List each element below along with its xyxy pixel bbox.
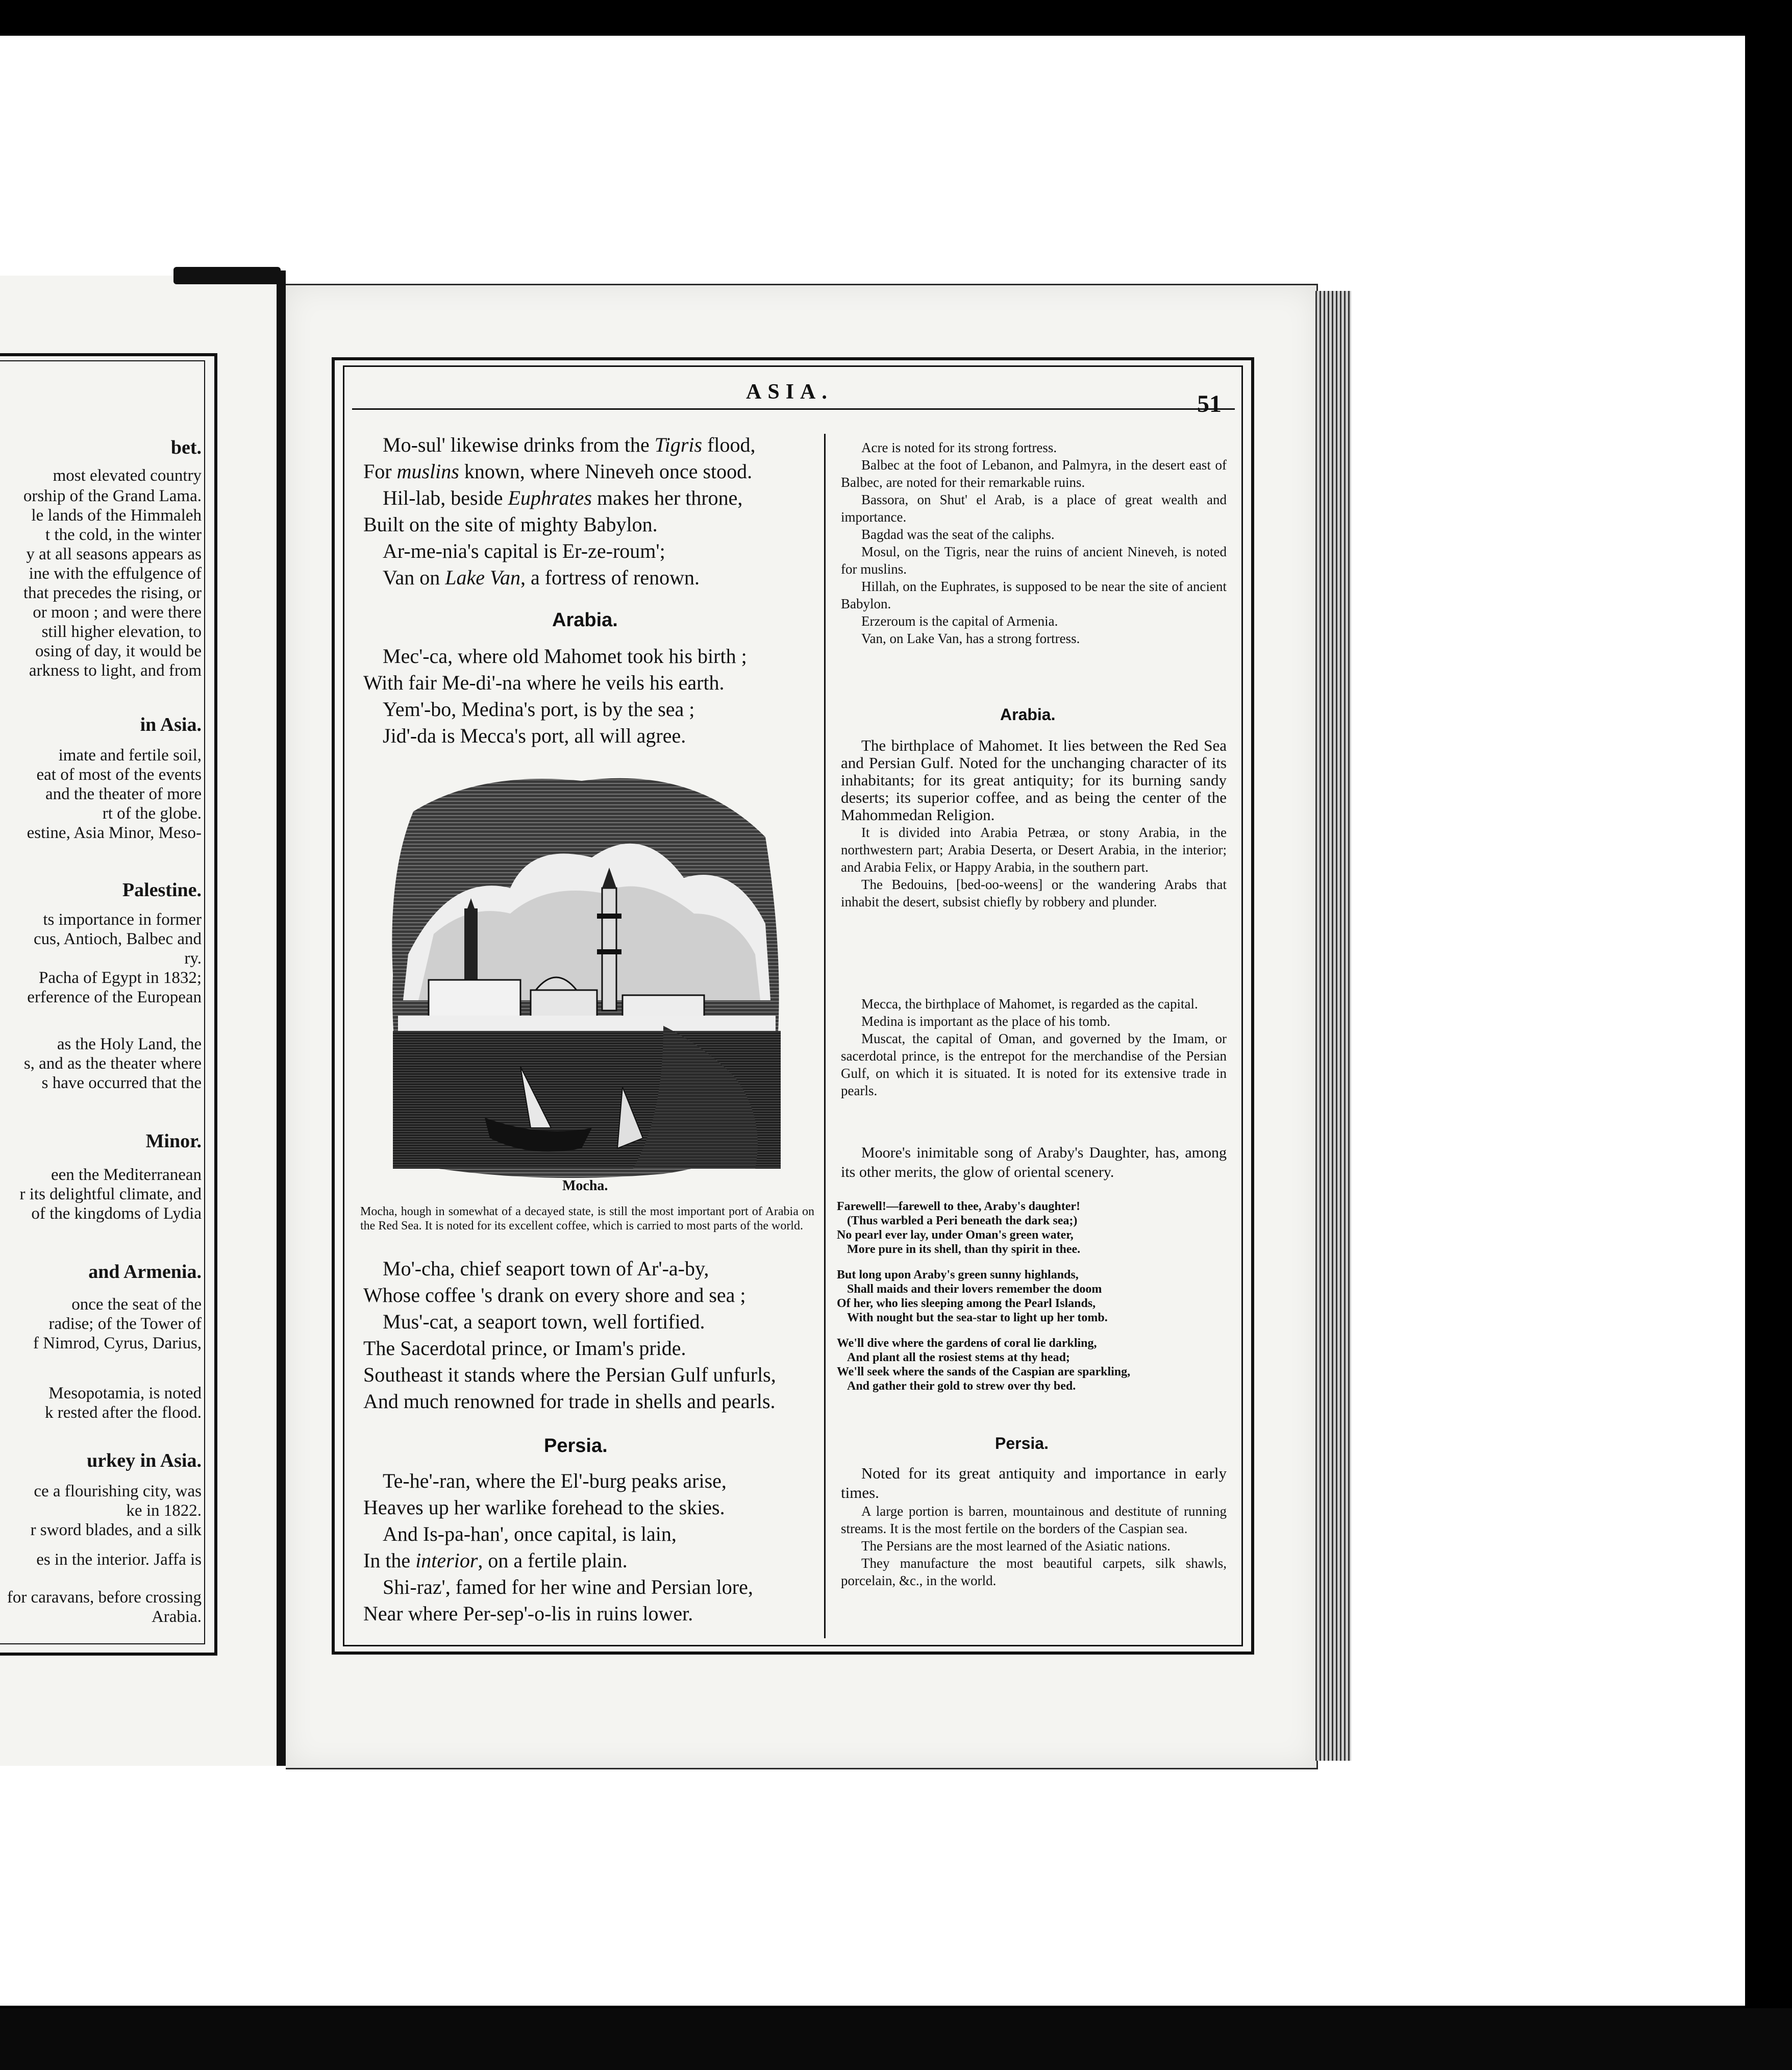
poem-line: With nought but the sea-star to light up her tomb. — [847, 1311, 1108, 1324]
verse-line: Jid'-da is Mecca's port, all will agree. — [383, 724, 686, 747]
notes-persia — [841, 1464, 1227, 1589]
note-paragraph: It is divided into Arabia Petræa, or stony Arabia, in the northwestern part; Arabia Deserta, or Desert Arabia, in the interior; and Arabia Felix, or Happy Arabia, in the southern part. — [841, 825, 1227, 875]
left-page-line-fragment: erference of the European — [27, 988, 202, 1006]
poem-line: We'll seek where the sands of the Caspian are sparkling, — [837, 1365, 1131, 1378]
left-page-line-fragment: r sword blades, and a silk — [30, 1521, 202, 1539]
left-page-heading-fragment: bet. — [170, 437, 202, 458]
poem-line: Of her, who lies sleeping among the Pearl Islands, — [837, 1297, 1096, 1310]
note-paragraph: Acre is noted for its strong fortress. — [861, 440, 1057, 455]
verse-line: Van on Lake Van, a fortress of renown. — [383, 566, 700, 589]
verse-line: The Sacerdotal prince, or Imam's pride. — [363, 1337, 686, 1360]
left-page-line-fragment: t the cold, in the winter — [45, 526, 202, 544]
illustration-title: Mocha. — [562, 1178, 608, 1194]
verse-line: For muslins known, where Nineveh once stood. — [363, 460, 753, 483]
note-paragraph: Mecca, the birthplace of Mahomet, is regarded as the capital. — [861, 996, 1198, 1012]
verse-line: Heaves up her warlike forehead to the skies. — [363, 1496, 725, 1519]
verse-line: And much renowned for trade in shells and pearls. — [363, 1390, 776, 1413]
left-page-line-fragment: le lands of the Himmaleh — [31, 506, 202, 525]
notes-arabia — [841, 737, 1227, 910]
note-paragraph: Moore's inimitable song of Araby's Daughter, has, among its other merits, the glow of oriental scenery. — [841, 1144, 1227, 1180]
left-page-line-fragment: ry. — [184, 949, 202, 968]
left-page-line-fragment: k rested after the flood. — [45, 1403, 202, 1422]
left-page-line-fragment: radise; of the Tower of — [48, 1315, 202, 1333]
poem-line: And gather their gold to strew over thy bed. — [847, 1379, 1076, 1393]
verse-line: Hil-lab, beside Euphrates makes her throne, — [383, 486, 743, 509]
section-heading-arabia: Arabia. — [552, 609, 618, 631]
left-page-line-fragment: y at all seasons appears as — [26, 545, 202, 563]
left-page-line-fragment: f Nimrod, Cyrus, Darius, — [33, 1334, 202, 1352]
note-paragraph: Noted for its great antiquity and importance in early times. — [841, 1464, 1227, 1501]
left-page-line-fragment: of the kingdoms of Lydia — [31, 1204, 202, 1223]
left-page-line-fragment: arkness to light, and from — [29, 661, 202, 680]
left-page-line-fragment: ts importance in former — [43, 910, 202, 929]
left-page-line-fragment: as the Holy Land, the — [57, 1035, 202, 1053]
note-paragraph: Bagdad was the seat of the caliphs. — [861, 527, 1055, 542]
verse-line: And Is-pa-han', once capital, is lain, — [383, 1522, 677, 1545]
poem-line: Shall maids and their lovers remember the doom — [847, 1283, 1102, 1296]
notes-turkey — [841, 439, 1227, 647]
poem-arabys-daughter — [837, 1199, 1240, 1393]
moore-intro — [841, 1143, 1227, 1182]
left-page-line-fragment: ke in 1822. — [126, 1501, 202, 1520]
left-page-line-fragment: Mesopotamia, is noted — [48, 1384, 202, 1402]
page-edges — [1315, 291, 1351, 1761]
note-paragraph: Balbec at the foot of Lebanon, and Palmyra, in the desert east of Balbec, are noted for their remarkable ruins. — [841, 457, 1227, 490]
note-paragraph: Bassora, on Shut' el Arab, is a place of great wealth and importance. — [841, 492, 1227, 525]
note-paragraph: Erzeroum is the capital of Armenia. — [861, 613, 1058, 629]
poem-line: And plant all the rosiest stems at thy head; — [847, 1351, 1070, 1364]
left-page-line-fragment: Arabia. — [151, 1608, 202, 1626]
book-spine — [277, 270, 286, 1766]
illustration-caption: Mocha, hough in somewhat of a decayed state, is still the most important port of Arabia on the Red Sea. It is noted for its excellent coffee, which is carried to most parts of the world. — [360, 1205, 814, 1233]
left-page-line-fragment: r its delightful climate, and — [19, 1185, 202, 1203]
left-page-line-fragment: cus, Antioch, Balbec and — [33, 930, 202, 948]
scan-bottom-border — [0, 2008, 1792, 2070]
verse-line: Te-he'-ran, where the El'-burg peaks arise, — [383, 1469, 727, 1492]
section-heading-persia: Persia. — [544, 1435, 608, 1457]
header-rule — [352, 408, 1235, 410]
verse-line: Mo'-cha, chief seaport town of Ar'-a-by, — [383, 1257, 709, 1280]
left-page-line-fragment: orship of the Grand Lama. — [23, 487, 202, 505]
column-rule — [824, 434, 826, 1638]
left-page-line-fragment: and the theater of more — [45, 785, 202, 803]
verse-line: Shi-raz', famed for her wine and Persian lore, — [383, 1575, 753, 1598]
poem-line: (Thus warbled a Peri beneath the dark sea;) — [847, 1214, 1078, 1227]
note-paragraph: The birthplace of Mahomet. It lies between the Red Sea and Persian Gulf. Noted for the unchanging character of its inhabitants; for its great antiquity; for its burning sandy deserts; its superior coffee, and as being the center of the Mahommedan Religion. — [841, 736, 1227, 824]
note-paragraph: They manufacture the most beautiful carpets, silk shawls, porcelain, &c., in the world. — [841, 1556, 1227, 1588]
left-page-heading-fragment: Palestine. — [122, 879, 202, 901]
poem-line: More pure in its shell, than thy spirit in thee. — [847, 1243, 1081, 1256]
left-page-line-fragment: ine with the effulgence of — [29, 564, 202, 583]
note-paragraph: Medina is important as the place of his tomb. — [861, 1014, 1111, 1029]
left-page-heading-fragment: Minor. — [145, 1130, 202, 1152]
left-page-line-fragment: osing of day, it would be — [35, 642, 202, 660]
left-page-line-fragment: estine, Asia Minor, Meso- — [27, 824, 202, 842]
left-page-line-fragment: most elevated country — [53, 466, 202, 485]
poem-line: No pearl ever lay, under Oman's green water, — [837, 1228, 1074, 1242]
left-page-line-fragment: imate and fertile soil, — [58, 746, 202, 765]
notes-heading-arabia: Arabia. — [1000, 705, 1056, 724]
page-number: 51 — [1197, 390, 1222, 417]
left-page-line-fragment: Pacha of Egypt in 1832; — [39, 969, 202, 987]
left-page-line-fragment: eat of most of the events — [36, 766, 202, 784]
note-paragraph: The Persians are the most learned of the Asiatic nations. — [861, 1538, 1171, 1554]
verse-line: Mus'-cat, a seaport town, well fortified. — [383, 1310, 705, 1333]
left-page-heading-fragment: urkey in Asia. — [87, 1450, 202, 1471]
poem-line: But long upon Araby's green sunny highlands, — [837, 1268, 1079, 1282]
verse-line: Whose coffee 's drank on every shore and sea ; — [363, 1284, 746, 1307]
left-page-line-fragment: es in the interior. Jaffa is — [36, 1550, 202, 1569]
note-paragraph: Mosul, on the Tigris, near the ruins of ancient Nineveh, is noted for muslins. — [841, 544, 1227, 577]
running-head: ASIA. — [746, 380, 833, 404]
left-page-line-fragment: s, and as the theater where — [23, 1054, 202, 1073]
verse-line: Mec'-ca, where old Mahomet took his birth ; — [383, 645, 747, 668]
poem-line: We'll dive where the gardens of coral lie darkling, — [837, 1337, 1097, 1350]
left-page-heading-fragment: in Asia. — [140, 714, 202, 735]
verse-line: With fair Me-di'-na where he veils his earth. — [363, 671, 725, 694]
verse-line: Yem'-bo, Medina's port, is by the sea ; — [383, 698, 695, 721]
left-page-line-fragment: for caravans, before crossing — [7, 1588, 202, 1607]
verse-line: Mo-sul' likewise drinks from the Tigris flood, — [383, 433, 756, 456]
verse-line: Near where Per-sep'-o-lis in ruins lower. — [363, 1602, 693, 1625]
verse-line: Ar-me-nia's capital is Er-ze-roum'; — [383, 539, 665, 562]
verse-line: In the interior, on a fertile plain. — [363, 1549, 628, 1572]
left-page-text — [0, 0, 204, 1684]
left-page-line-fragment: once the seat of the — [71, 1295, 202, 1314]
note-paragraph: A large portion is barren, mountainous and destitute of running streams. It is the most fertile on the borders of the Caspian sea. — [841, 1504, 1227, 1536]
poem-line: Farewell!—farewell to thee, Araby's daughter! — [837, 1200, 1081, 1213]
left-page-heading-fragment: and Armenia. — [88, 1261, 202, 1283]
left-page-line-fragment: s have occurred that the — [41, 1074, 202, 1092]
note-paragraph: The Bedouins, [bed-oo-weens] or the wandering Arabs that inhabit the desert, subsist chiefly by robbery and plunder. — [841, 877, 1227, 909]
note-paragraph: Van, on Lake Van, has a strong fortress. — [861, 631, 1080, 646]
verse-line: Built on the site of mighty Babylon. — [363, 513, 658, 536]
left-page-line-fragment: ce a flourishing city, was — [34, 1482, 202, 1500]
left-page-line-fragment: een the Mediterranean — [51, 1166, 202, 1184]
note-paragraph: Hillah, on the Euphrates, is supposed to be near the site of ancient Babylon. — [841, 579, 1227, 611]
mocha-engraving — [378, 760, 796, 1184]
left-page-line-fragment: still higher elevation, to — [41, 623, 202, 641]
left-page-line-fragment: or moon ; and were there — [33, 603, 202, 622]
left-page-line-fragment: that precedes the rising, or — [23, 584, 202, 602]
verse-line: Southeast it stands where the Persian Gulf unfurls, — [363, 1363, 776, 1386]
notes-heading-persia: Persia. — [995, 1434, 1049, 1452]
left-page-line-fragment: rt of the globe. — [102, 804, 202, 823]
notes-mecca — [841, 995, 1227, 1099]
note-paragraph: Muscat, the capital of Oman, and governed by the Imam, or sacerdotal prince, is the entrepot for the merchandise of the Persian Gulf, on which it is situated. It is noted for its extensive trade in pearls. — [841, 1031, 1227, 1098]
